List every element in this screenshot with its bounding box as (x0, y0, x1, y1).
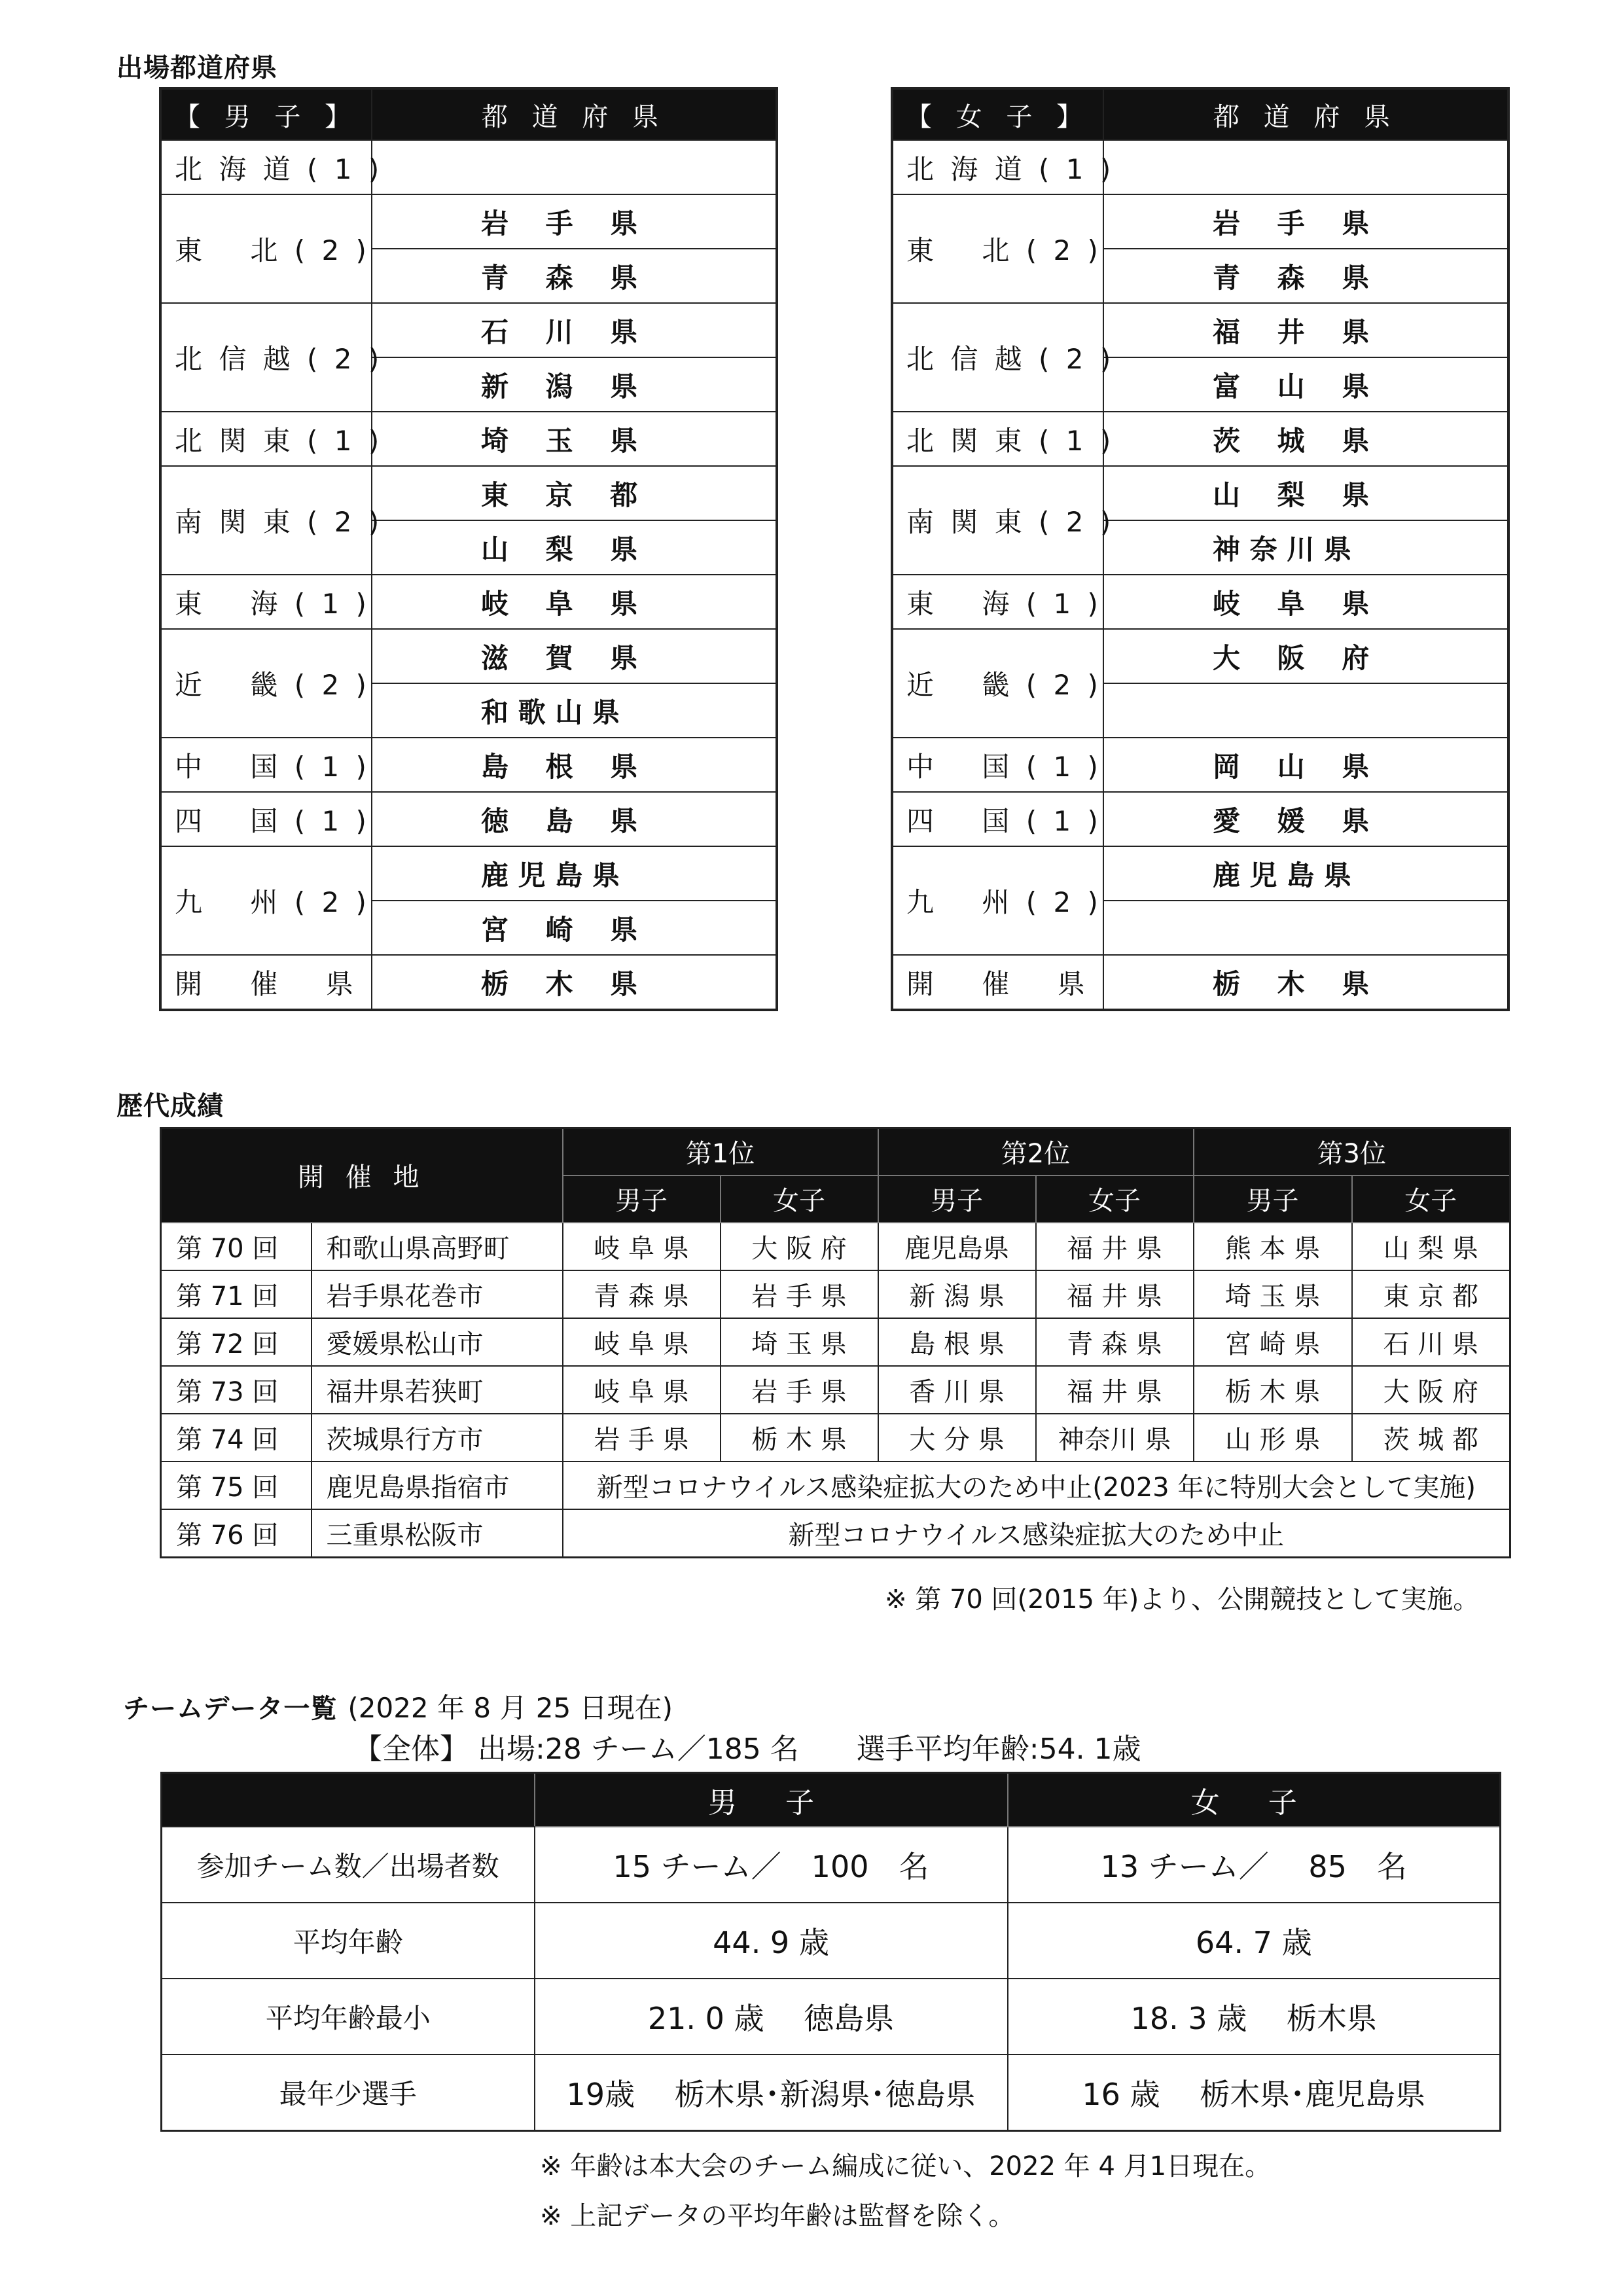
region-cell: 北 関 東 ( 1 ) (892, 412, 1103, 466)
prefecture-row (160, 846, 777, 901)
region-cell: 中 国 ( 1 ) (892, 738, 1103, 792)
history-row (161, 1223, 1510, 1270)
team-women-value: 64. 7 歳 (1008, 1903, 1501, 1979)
round-cell: 第 73 回 (161, 1366, 312, 1414)
prefecture-cell: 鹿 児 島 県 (1103, 846, 1508, 901)
team-men-value: 19歳 栃木県･新潟県･徳島県 (535, 2054, 1008, 2131)
prefecture-row (160, 955, 777, 1010)
prefecture-row (160, 629, 777, 683)
result-cell: 大 阪 府 (1352, 1366, 1510, 1414)
region-cell: 東 海 ( 1 ) (160, 575, 372, 629)
result-cell: 島 根 県 (878, 1318, 1036, 1366)
team-data-row (162, 2054, 1501, 2131)
round-cell: 第 75 回 (161, 1462, 312, 1509)
prefecture-row (892, 629, 1508, 683)
venue-cell: 愛媛県松山市 (312, 1318, 563, 1366)
history-row (161, 1366, 1510, 1414)
region-cell: 北 関 東 ( 1 ) (160, 412, 372, 466)
venue-cell: 鹿児島県指宿市 (312, 1462, 563, 1509)
men-prefecture-table (159, 87, 778, 1011)
result-cell: 岐 阜 県 (563, 1366, 721, 1414)
prefecture-cell: 愛 媛 県 (1103, 792, 1508, 846)
round-cell: 第 72 回 (161, 1318, 312, 1366)
prefecture-row (892, 140, 1508, 194)
prefecture-cell: 鹿 児 島 県 (372, 846, 777, 901)
cancelled-note-cell: 新型コロナウイルス感染症拡大のため中止(2023 年に特別大会として実施) (563, 1462, 1510, 1509)
prefecture-cell: 東 京 都 (372, 466, 777, 520)
team-men-value: 21. 0 歳 徳島県 (535, 1979, 1008, 2054)
prefecture-cell: 岩 手 県 (372, 194, 777, 249)
team-header-men: 男 子 (535, 1773, 1008, 1827)
section-title-history: 歴代成績 (116, 1091, 224, 1121)
result-cell: 熊 本 県 (1194, 1223, 1352, 1270)
region-cell: 北 海 道 ( 1 ) (892, 140, 1103, 194)
team-row-label: 最年少選手 (162, 2054, 535, 2131)
result-cell: 福 井 県 (1036, 1270, 1194, 1318)
prefecture-row (892, 955, 1508, 1010)
men-header-prefecture: 都 道 府 県 (372, 88, 777, 140)
region-cell: 中 国 ( 1 ) (160, 738, 372, 792)
prefecture-cell (1103, 901, 1508, 955)
history-header-place-3: 第3位 (1194, 1128, 1510, 1175)
team-women-value: 13 チーム／ 85 名 (1008, 1827, 1501, 1903)
history-header-place-1: 第1位 (563, 1128, 878, 1175)
prefecture-cell: 茨 城 県 (1103, 412, 1508, 466)
team-data-row (162, 1903, 1501, 1979)
result-cell: 福 井 県 (1036, 1223, 1194, 1270)
prefecture-row (892, 466, 1508, 520)
prefecture-cell: 岐 阜 県 (1103, 575, 1508, 629)
prefecture-row (892, 846, 1508, 901)
team-data-table (160, 1772, 1501, 2132)
region-cell: 四 国 ( 1 ) (160, 792, 372, 846)
history-results-table (160, 1127, 1511, 1558)
prefecture-cell: 島 根 県 (372, 738, 777, 792)
team-data-row (162, 1827, 1501, 1903)
men-header-label: 【 男 子 】 (160, 88, 372, 140)
history-header-venue: 開 催 地 (161, 1128, 563, 1223)
result-cell: 青 森 県 (563, 1270, 721, 1318)
region-cell: 北 信 越 ( 2 ) (160, 303, 372, 412)
prefecture-row (892, 738, 1508, 792)
prefecture-row (160, 792, 777, 846)
prefecture-cell: 福 井 県 (1103, 303, 1508, 357)
result-cell: 埼 玉 県 (1194, 1270, 1352, 1318)
prefecture-cell: 岩 手 県 (1103, 194, 1508, 249)
history-header-men: 男子 (1194, 1175, 1352, 1223)
result-cell: 石 川 県 (1352, 1318, 1510, 1366)
history-header-women: 女子 (721, 1175, 878, 1223)
region-cell: 南 関 東 ( 2 ) (892, 466, 1103, 575)
women-header-label: 【 女 子 】 (892, 88, 1103, 140)
prefecture-cell: 栃 木 県 (1103, 955, 1508, 1010)
history-row (161, 1270, 1510, 1318)
prefecture-row (160, 194, 777, 249)
result-cell: 岩 手 県 (721, 1366, 878, 1414)
round-cell: 第 70 回 (161, 1223, 312, 1270)
region-cell: 開 催 県 (160, 955, 372, 1010)
region-cell: 東 海 ( 1 ) (892, 575, 1103, 629)
prefecture-cell: 岡 山 県 (1103, 738, 1508, 792)
result-cell: 岐 阜 県 (563, 1318, 721, 1366)
result-cell: 栃 木 県 (721, 1414, 878, 1462)
result-cell: 大 分 県 (878, 1414, 1036, 1462)
venue-cell: 和歌山県高野町 (312, 1223, 563, 1270)
region-cell: 東 北 ( 2 ) (160, 194, 372, 303)
prefecture-cell: 神 奈 川 県 (1103, 520, 1508, 575)
venue-cell: 岩手県花巻市 (312, 1270, 563, 1318)
section-title-prefectures: 出場都道府県 (116, 53, 277, 83)
region-cell: 東 北 ( 2 ) (892, 194, 1103, 303)
prefecture-cell (1103, 140, 1508, 194)
prefecture-row (160, 412, 777, 466)
result-cell: 福 井 県 (1036, 1366, 1194, 1414)
round-cell: 第 74 回 (161, 1414, 312, 1462)
team-header-blank (162, 1773, 535, 1827)
region-cell: 北 海 道 ( 1 ) (160, 140, 372, 194)
prefecture-cell: 宮 崎 県 (372, 901, 777, 955)
prefecture-cell (1103, 683, 1508, 738)
prefecture-row (160, 575, 777, 629)
result-cell: 鹿児島県 (878, 1223, 1036, 1270)
prefecture-row (892, 412, 1508, 466)
region-cell: 近 畿 ( 2 ) (160, 629, 372, 738)
round-cell: 第 71 回 (161, 1270, 312, 1318)
result-cell: 青 森 県 (1036, 1318, 1194, 1366)
prefecture-cell: 栃 木 県 (372, 955, 777, 1010)
history-header-men: 男子 (563, 1175, 721, 1223)
round-cell: 第 76 回 (161, 1509, 312, 1558)
team-women-value: 16 歳 栃木県･鹿児島県 (1008, 2054, 1501, 2131)
team-note-1: ※ 年齢は本大会のチーム編成に従い、2022 年 4 月1日現在。 (540, 2151, 1272, 2181)
result-cell: 東 京 都 (1352, 1270, 1510, 1318)
prefecture-cell: 和 歌 山 県 (372, 683, 777, 738)
result-cell: 山 梨 県 (1352, 1223, 1510, 1270)
region-cell: 南 関 東 ( 2 ) (160, 466, 372, 575)
team-row-label: 平均年齢 (162, 1903, 535, 1979)
result-cell: 大 阪 府 (721, 1223, 878, 1270)
result-cell: 山 形 県 (1194, 1414, 1352, 1462)
region-cell: 北 信 越 ( 2 ) (892, 303, 1103, 412)
prefecture-cell: 滋 賀 県 (372, 629, 777, 683)
venue-cell: 茨城県行方市 (312, 1414, 563, 1462)
prefecture-cell: 埼 玉 県 (372, 412, 777, 466)
prefecture-cell: 青 森 県 (1103, 249, 1508, 303)
prefecture-cell: 石 川 県 (372, 303, 777, 357)
result-cell: 栃 木 県 (1194, 1366, 1352, 1414)
prefecture-row (160, 303, 777, 357)
history-header-men: 男子 (878, 1175, 1036, 1223)
prefecture-cell: 岐 阜 県 (372, 575, 777, 629)
prefecture-row (892, 575, 1508, 629)
women-prefecture-table (891, 87, 1510, 1011)
women-header-prefecture: 都 道 府 県 (1103, 88, 1508, 140)
history-row (161, 1509, 1510, 1558)
history-row (161, 1462, 1510, 1509)
region-cell: 九 州 ( 2 ) (160, 846, 372, 955)
history-header-place-2: 第2位 (878, 1128, 1194, 1175)
result-cell: 香 川 県 (878, 1366, 1036, 1414)
prefecture-cell: 徳 島 県 (372, 792, 777, 846)
team-data-date: (2022 年 8 月 25 日現在) (348, 1692, 673, 1724)
prefecture-cell: 山 梨 県 (372, 520, 777, 575)
history-row (161, 1414, 1510, 1462)
cancelled-note-cell: 新型コロナウイルス感染症拡大のため中止 (563, 1509, 1510, 1558)
team-row-label: 平均年齢最小 (162, 1979, 535, 2054)
result-cell: 岩 手 県 (721, 1270, 878, 1318)
team-header-women: 女 子 (1008, 1773, 1501, 1827)
prefecture-cell: 富 山 県 (1103, 357, 1508, 412)
region-cell: 四 国 ( 1 ) (892, 792, 1103, 846)
region-cell: 近 畿 ( 2 ) (892, 629, 1103, 738)
prefecture-cell: 青 森 県 (372, 249, 777, 303)
history-header-women: 女子 (1036, 1175, 1194, 1223)
prefecture-row (160, 466, 777, 520)
section-title-team-data: チームデータ一覧 (123, 1694, 338, 1724)
prefecture-cell: 新 潟 県 (372, 357, 777, 412)
region-cell: 開 催 県 (892, 955, 1103, 1010)
prefecture-row (892, 303, 1508, 357)
venue-cell: 福井県若狭町 (312, 1366, 563, 1414)
team-row-label: 参加チーム数／出場者数 (162, 1827, 535, 1903)
team-women-value: 18. 3 歳 栃木県 (1008, 1979, 1501, 2054)
team-men-value: 15 チーム／ 100 名 (535, 1827, 1008, 1903)
result-cell: 埼 玉 県 (721, 1318, 878, 1366)
history-footnote: ※ 第 70 回(2015 年)より、公開競技として実施。 (885, 1585, 1480, 1615)
prefecture-cell: 山 梨 県 (1103, 466, 1508, 520)
team-men-value: 44. 9 歳 (535, 1903, 1008, 1979)
region-cell: 九 州 ( 2 ) (892, 846, 1103, 955)
result-cell: 新 潟 県 (878, 1270, 1036, 1318)
result-cell: 宮 崎 県 (1194, 1318, 1352, 1366)
prefecture-row (160, 140, 777, 194)
team-summary: 【全体】 出場:28 チーム／185 名 選手平均年齢:54. 1歳 (353, 1732, 1141, 1766)
history-row (161, 1318, 1510, 1366)
result-cell: 茨 城 都 (1352, 1414, 1510, 1462)
team-note-2: ※ 上記データの平均年齢は監督を除く。 (540, 2201, 1015, 2231)
prefecture-row (160, 738, 777, 792)
prefecture-row (892, 792, 1508, 846)
result-cell: 神奈川 県 (1036, 1414, 1194, 1462)
prefecture-row (892, 194, 1508, 249)
result-cell: 岐 阜 県 (563, 1223, 721, 1270)
history-header-women: 女子 (1352, 1175, 1510, 1223)
team-data-row (162, 1979, 1501, 2054)
prefecture-cell (372, 140, 777, 194)
prefecture-cell: 大 阪 府 (1103, 629, 1508, 683)
venue-cell: 三重県松阪市 (312, 1509, 563, 1558)
result-cell: 岩 手 県 (563, 1414, 721, 1462)
